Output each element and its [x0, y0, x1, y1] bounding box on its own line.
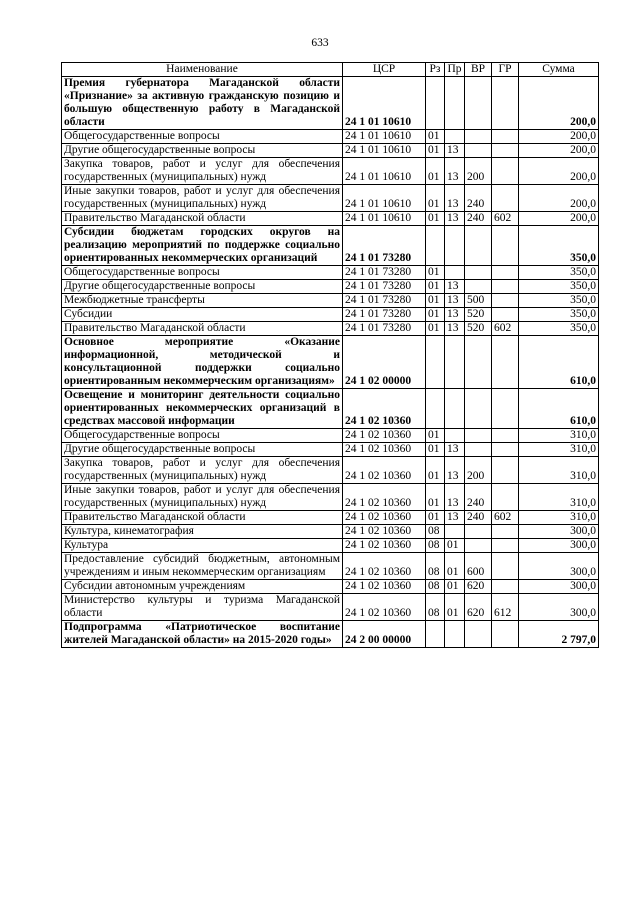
row-rz-cell: 01 [426, 266, 445, 280]
row-rz-cell: 01 [426, 144, 445, 158]
row-rz-cell: 01 [426, 294, 445, 308]
row-name-cell: Министерство культуры и туризма Магаданской области [62, 594, 343, 621]
row-csr-cell: 24 1 02 10360 [343, 539, 426, 553]
row-sum-cell: 350,0 [519, 322, 599, 336]
row-gr-cell [492, 308, 519, 322]
row-name-cell: Предоставление субсидий бюджетным, автономным учреждениям и иным некоммерческим организациям [62, 553, 343, 580]
row-csr-cell: 24 1 02 10360 [343, 553, 426, 580]
row-vr-cell [465, 539, 492, 553]
row-name-cell: Премия губернатора Магаданской области «Признание» за активную гражданскую позицию и большую общественную работу в Магаданской области [62, 77, 343, 130]
row-gr-cell [492, 336, 519, 389]
row-name-cell: Другие общегосударственные вопросы [62, 443, 343, 457]
row-name-cell: Основное мероприятие «Оказание информационной, методической и консультационной поддержки социально ориентированным некоммерческим организациям» [62, 336, 343, 389]
row-sum-cell: 200,0 [519, 77, 599, 130]
row-pr-cell: 13 [445, 322, 465, 336]
table-row [62, 322, 599, 336]
row-gr-cell: 602 [492, 511, 519, 525]
row-gr-cell [492, 553, 519, 580]
row-rz-cell: 01 [426, 308, 445, 322]
row-csr-cell: 24 1 02 10360 [343, 457, 426, 484]
row-csr-cell: 24 1 01 10610 [343, 77, 426, 130]
row-vr-cell [465, 280, 492, 294]
row-pr-cell [445, 226, 465, 266]
row-vr-cell [465, 443, 492, 457]
row-gr-cell [492, 226, 519, 266]
row-pr-cell: 13 [445, 280, 465, 294]
row-name-cell: Правительство Магаданской области [62, 322, 343, 336]
row-pr-cell: 13 [445, 294, 465, 308]
row-name-cell: Культура [62, 539, 343, 553]
row-rz-cell: 08 [426, 580, 445, 594]
row-pr-cell: 13 [445, 185, 465, 212]
row-rz-cell: 01 [426, 158, 445, 185]
table-row [62, 525, 599, 539]
row-gr-cell [492, 580, 519, 594]
row-gr-cell [492, 77, 519, 130]
row-rz-cell: 08 [426, 525, 445, 539]
row-vr-cell [465, 621, 492, 648]
row-name-cell: Субсидии бюджетам городских округов на реализацию мероприятий по поддержке социально ориентированных некоммерческих организаций [62, 226, 343, 266]
row-vr-cell [465, 77, 492, 130]
row-gr-cell [492, 389, 519, 429]
page-number: 633 [311, 37, 329, 49]
row-vr-cell: 200 [465, 457, 492, 484]
row-rz-cell [426, 226, 445, 266]
row-pr-cell [445, 77, 465, 130]
row-gr-cell [492, 130, 519, 144]
header-vr: ВР [465, 63, 492, 77]
row-rz-cell: 08 [426, 594, 445, 621]
row-name-cell: Общегосударственные вопросы [62, 429, 343, 443]
row-csr-cell: 24 1 01 73280 [343, 294, 426, 308]
row-pr-cell [445, 336, 465, 389]
row-name-cell: Субсидии автономным учреждениям [62, 580, 343, 594]
table-row [62, 212, 599, 226]
row-rz-cell [426, 77, 445, 130]
row-gr-cell [492, 539, 519, 553]
row-sum-cell: 200,0 [519, 185, 599, 212]
row-pr-cell: 13 [445, 308, 465, 322]
row-vr-cell: 240 [465, 484, 492, 511]
row-csr-cell: 24 1 01 10610 [343, 212, 426, 226]
row-sum-cell: 350,0 [519, 308, 599, 322]
row-sum-cell: 200,0 [519, 144, 599, 158]
row-sum-cell: 300,0 [519, 525, 599, 539]
row-rz-cell: 01 [426, 429, 445, 443]
row-rz-cell: 01 [426, 212, 445, 226]
row-rz-cell [426, 621, 445, 648]
header-csr: ЦСР [343, 63, 426, 77]
row-pr-cell [445, 621, 465, 648]
row-sum-cell: 610,0 [519, 389, 599, 429]
row-sum-cell: 310,0 [519, 484, 599, 511]
row-csr-cell: 24 1 02 10360 [343, 580, 426, 594]
row-name-cell: Правительство Магаданской области [62, 212, 343, 226]
row-vr-cell: 620 [465, 594, 492, 621]
row-sum-cell: 310,0 [519, 429, 599, 443]
table-header-row [62, 63, 599, 77]
row-csr-cell: 24 1 02 10360 [343, 594, 426, 621]
row-csr-cell: 24 1 01 73280 [343, 266, 426, 280]
row-vr-cell: 200 [465, 158, 492, 185]
table-row [62, 266, 599, 280]
row-sum-cell: 200,0 [519, 158, 599, 185]
row-pr-cell: 13 [445, 457, 465, 484]
row-rz-cell: 01 [426, 511, 445, 525]
row-pr-cell: 13 [445, 511, 465, 525]
row-name-cell: Общегосударственные вопросы [62, 266, 343, 280]
row-rz-cell: 01 [426, 185, 445, 212]
row-vr-cell [465, 525, 492, 539]
row-csr-cell: 24 1 01 10610 [343, 158, 426, 185]
row-csr-cell: 24 1 01 73280 [343, 226, 426, 266]
row-gr-cell [492, 457, 519, 484]
row-csr-cell: 24 1 01 73280 [343, 308, 426, 322]
table-row [62, 389, 599, 429]
row-name-cell: Другие общегосударственные вопросы [62, 144, 343, 158]
row-csr-cell: 24 1 01 10610 [343, 144, 426, 158]
row-rz-cell: 08 [426, 539, 445, 553]
table-row [62, 443, 599, 457]
row-csr-cell: 24 1 01 10610 [343, 185, 426, 212]
row-gr-cell [492, 158, 519, 185]
row-rz-cell: 08 [426, 553, 445, 580]
row-vr-cell [465, 389, 492, 429]
row-pr-cell [445, 525, 465, 539]
table-row [62, 158, 599, 185]
row-csr-cell: 24 1 02 10360 [343, 525, 426, 539]
row-csr-cell: 24 1 02 10360 [343, 511, 426, 525]
row-sum-cell: 300,0 [519, 594, 599, 621]
row-name-cell: Общегосударственные вопросы [62, 130, 343, 144]
table-row [62, 553, 599, 580]
header-name: Наименование [62, 63, 343, 77]
row-csr-cell: 24 2 00 00000 [343, 621, 426, 648]
row-sum-cell: 610,0 [519, 336, 599, 389]
table-row [62, 484, 599, 511]
table-row [62, 226, 599, 266]
row-name-cell: Подпрограмма «Патриотическое воспитание жителей Магаданской области» на 2015-2020 годы» [62, 621, 343, 648]
row-pr-cell [445, 266, 465, 280]
row-name-cell: Закупка товаров, работ и услуг для обеспечения государственных (муниципальных) нужд [62, 457, 343, 484]
header-sum: Сумма [519, 63, 599, 77]
header-rz: Рз [426, 63, 445, 77]
row-gr-cell: 602 [492, 212, 519, 226]
table-row [62, 280, 599, 294]
table-row [62, 336, 599, 389]
row-sum-cell: 350,0 [519, 294, 599, 308]
table-row [62, 580, 599, 594]
row-sum-cell: 310,0 [519, 443, 599, 457]
row-sum-cell: 350,0 [519, 266, 599, 280]
row-rz-cell [426, 336, 445, 389]
row-vr-cell [465, 130, 492, 144]
table-row [62, 144, 599, 158]
row-name-cell: Закупка товаров, работ и услуг для обеспечения государственных (муниципальных) нужд [62, 158, 343, 185]
table-row [62, 130, 599, 144]
row-gr-cell [492, 294, 519, 308]
row-vr-cell [465, 336, 492, 389]
row-rz-cell: 01 [426, 322, 445, 336]
row-csr-cell: 24 1 02 00000 [343, 336, 426, 389]
row-vr-cell: 500 [465, 294, 492, 308]
budget-table [61, 62, 599, 648]
row-sum-cell: 300,0 [519, 580, 599, 594]
table-row [62, 594, 599, 621]
row-vr-cell [465, 429, 492, 443]
row-sum-cell: 2 797,0 [519, 621, 599, 648]
table-row [62, 294, 599, 308]
header-pr: Пр [445, 63, 465, 77]
row-vr-cell: 620 [465, 580, 492, 594]
row-vr-cell: 240 [465, 185, 492, 212]
row-vr-cell: 240 [465, 511, 492, 525]
row-name-cell: Культура, кинематография [62, 525, 343, 539]
row-sum-cell: 310,0 [519, 457, 599, 484]
row-name-cell: Другие общегосударственные вопросы [62, 280, 343, 294]
row-pr-cell: 13 [445, 443, 465, 457]
row-vr-cell [465, 226, 492, 266]
table-row [62, 185, 599, 212]
row-sum-cell: 200,0 [519, 212, 599, 226]
row-sum-cell: 350,0 [519, 226, 599, 266]
table-row [62, 457, 599, 484]
row-pr-cell [445, 389, 465, 429]
row-csr-cell: 24 1 01 73280 [343, 322, 426, 336]
row-name-cell: Субсидии [62, 308, 343, 322]
row-pr-cell [445, 429, 465, 443]
row-pr-cell: 13 [445, 144, 465, 158]
row-vr-cell: 520 [465, 308, 492, 322]
row-csr-cell: 24 1 01 10610 [343, 130, 426, 144]
row-csr-cell: 24 1 02 10360 [343, 389, 426, 429]
row-pr-cell: 01 [445, 594, 465, 621]
row-csr-cell: 24 1 02 10360 [343, 443, 426, 457]
row-name-cell: Иные закупки товаров, работ и услуг для обеспечения государственных (муниципальных) нужд [62, 185, 343, 212]
row-rz-cell: 01 [426, 280, 445, 294]
row-pr-cell [445, 130, 465, 144]
row-gr-cell [492, 266, 519, 280]
row-pr-cell: 13 [445, 212, 465, 226]
row-pr-cell: 01 [445, 580, 465, 594]
row-gr-cell [492, 443, 519, 457]
row-csr-cell: 24 1 01 73280 [343, 280, 426, 294]
row-gr-cell: 612 [492, 594, 519, 621]
row-pr-cell: 01 [445, 539, 465, 553]
table-row [62, 308, 599, 322]
row-gr-cell [492, 144, 519, 158]
row-sum-cell: 310,0 [519, 511, 599, 525]
row-sum-cell: 200,0 [519, 130, 599, 144]
row-sum-cell: 350,0 [519, 280, 599, 294]
row-vr-cell [465, 266, 492, 280]
row-name-cell: Правительство Магаданской области [62, 511, 343, 525]
row-vr-cell: 600 [465, 553, 492, 580]
row-vr-cell: 520 [465, 322, 492, 336]
row-gr-cell: 602 [492, 322, 519, 336]
header-gr: ГР [492, 63, 519, 77]
row-csr-cell: 24 1 02 10360 [343, 484, 426, 511]
table-row [62, 621, 599, 648]
row-csr-cell: 24 1 02 10360 [343, 429, 426, 443]
row-pr-cell: 13 [445, 484, 465, 511]
row-name-cell: Иные закупки товаров, работ и услуг для обеспечения государственных (муниципальных) нужд [62, 484, 343, 511]
row-rz-cell: 01 [426, 443, 445, 457]
table-row [62, 511, 599, 525]
table-row [62, 539, 599, 553]
row-rz-cell [426, 389, 445, 429]
row-sum-cell: 300,0 [519, 539, 599, 553]
row-rz-cell: 01 [426, 484, 445, 511]
row-gr-cell [492, 484, 519, 511]
table-row [62, 77, 599, 130]
row-vr-cell: 240 [465, 212, 492, 226]
row-gr-cell [492, 525, 519, 539]
row-rz-cell: 01 [426, 457, 445, 484]
row-gr-cell [492, 621, 519, 648]
row-name-cell: Освещение и мониторинг деятельности социально ориентированных некоммерческих организаций в средствах массовой информации [62, 389, 343, 429]
row-gr-cell [492, 185, 519, 212]
row-rz-cell: 01 [426, 130, 445, 144]
table-row [62, 429, 599, 443]
row-pr-cell: 13 [445, 158, 465, 185]
row-gr-cell [492, 280, 519, 294]
row-name-cell: Межбюджетные трансферты [62, 294, 343, 308]
row-vr-cell [465, 144, 492, 158]
row-pr-cell: 01 [445, 553, 465, 580]
row-sum-cell: 300,0 [519, 553, 599, 580]
row-gr-cell [492, 429, 519, 443]
